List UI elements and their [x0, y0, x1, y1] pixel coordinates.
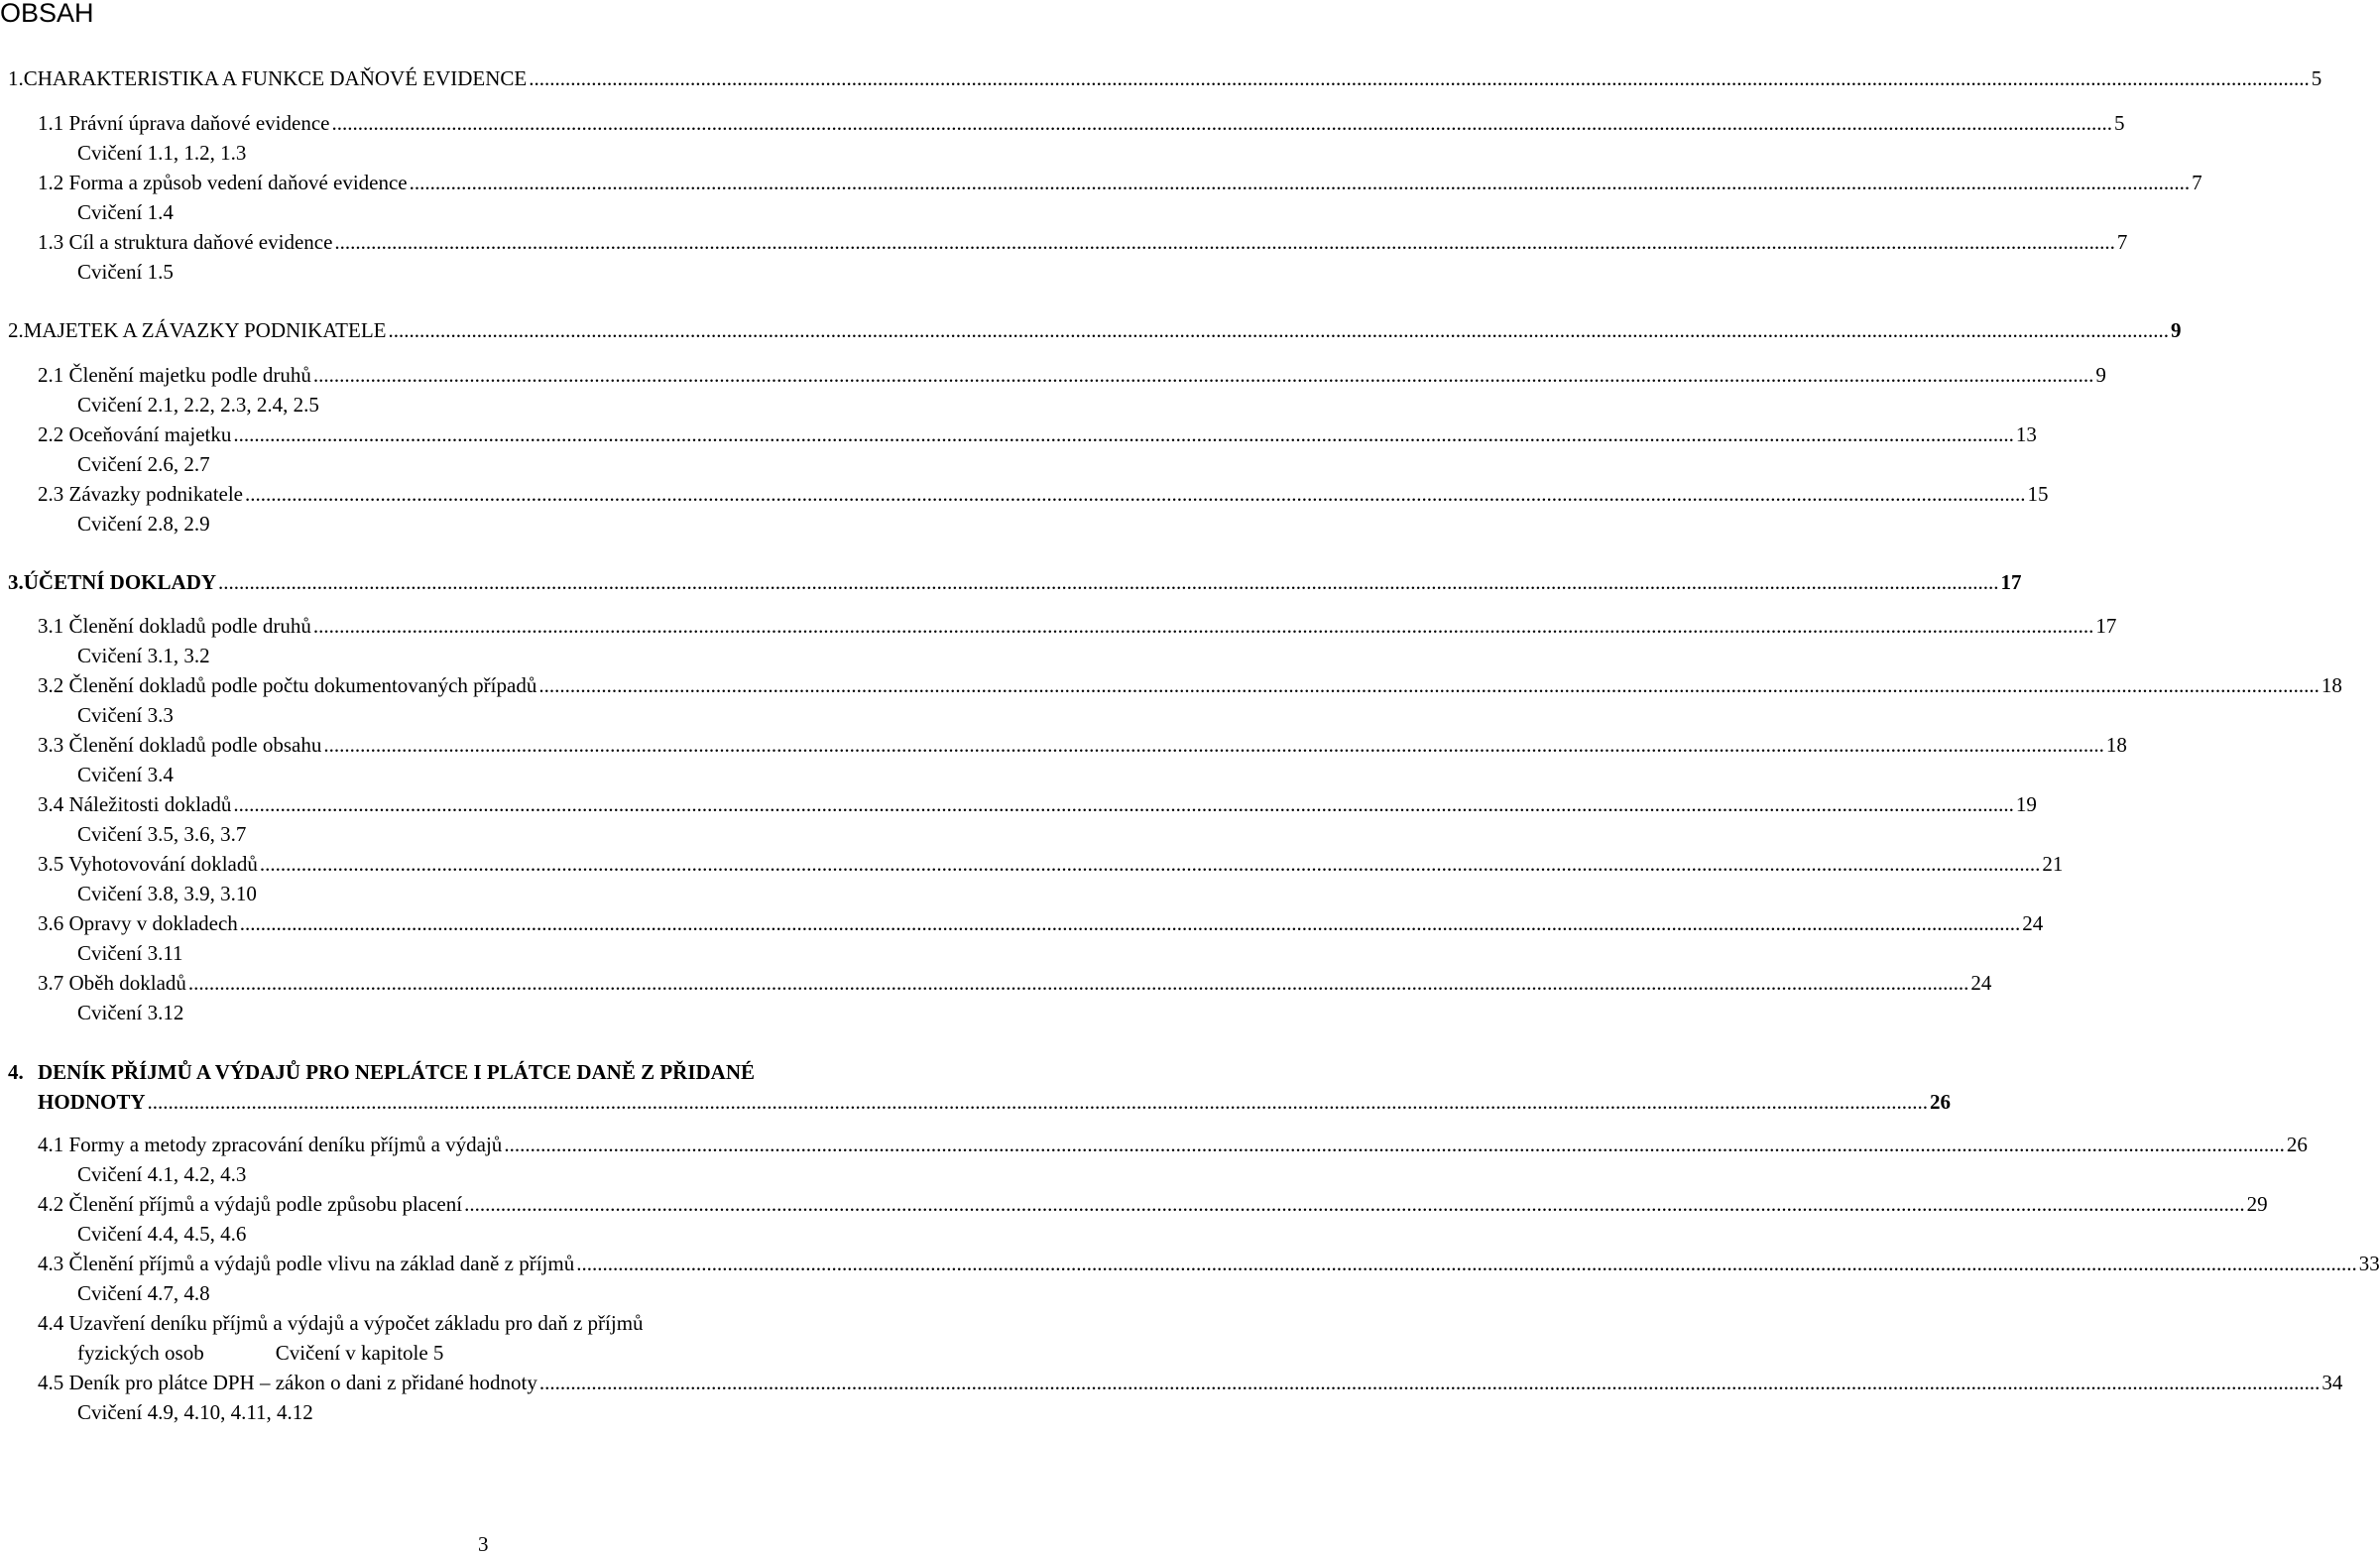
section-title: 1.2 Forma a způsob vedení daňové evidence	[38, 171, 408, 194]
toc-section-1-3[interactable]	[38, 227, 2128, 257]
dot-leader	[245, 479, 2026, 509]
section-title: 1.1 Právní úprava daňové evidence	[38, 111, 330, 135]
page-ref: 9	[2171, 318, 2182, 342]
section-title: 4.5 Deník pro plátce DPH – zákon o dani z přidané hodnoty	[38, 1371, 537, 1394]
dot-leader	[389, 315, 2170, 345]
dot-leader	[539, 1368, 2320, 1397]
toc-section-3-3[interactable]	[38, 730, 2127, 760]
toc-chapter-3[interactable]	[8, 567, 2022, 597]
chapter-number: 4.	[8, 1060, 24, 1084]
toc-exercise: Cvičení 3.11	[77, 941, 183, 965]
dot-leader	[313, 360, 2094, 390]
toc-section-4-5[interactable]	[38, 1368, 2343, 1397]
page-ref: 18	[2320, 673, 2342, 697]
page-ref: 7	[2192, 171, 2202, 194]
toc-section-4-1[interactable]	[38, 1130, 2308, 1159]
toc-section-4-4[interactable]	[38, 1308, 951, 1368]
chapter-title-line-2: HODNOTY	[38, 1090, 146, 1114]
toc-section-3-6[interactable]	[38, 908, 2044, 938]
toc-exercise: Cvičení 2.8, 2.9	[77, 512, 210, 536]
section-title-line-1: 4.4 Uzavření deníku příjmů a výdajů a výpočet základu pro daň z příjmů	[38, 1311, 644, 1335]
dot-leader	[323, 730, 2104, 760]
chapter-title: CHARAKTERISTIKA A FUNKCE DAŇOVÉ EVIDENCE	[23, 66, 528, 90]
dot-leader	[233, 419, 2014, 449]
toc-section-1-1[interactable]	[38, 108, 2125, 138]
section-title: 2.1 Členění majetku podle druhů	[38, 363, 311, 387]
section-title: 3.7 Oběh dokladů	[38, 971, 186, 995]
section-title: 4.1 Formy a metody zpracování deníku příjmů a výdajů	[38, 1133, 503, 1156]
toc-section-3-7[interactable]	[38, 968, 1992, 998]
dot-leader	[410, 168, 2191, 197]
page-ref: 9	[2095, 363, 2106, 387]
page-ref: 17	[2000, 570, 2022, 594]
chapter-title-line-1: DENÍK PŘÍJMŮ A VÝDAJŮ PRO NEPLÁTCE I PLÁTCE DANĚ Z PŘIDANÉ	[38, 1060, 756, 1084]
page-ref: 33	[2358, 1252, 2380, 1275]
dot-leader	[313, 611, 2094, 641]
chapter-title: MAJETEK A ZÁVAZKY PODNIKATELE	[23, 318, 387, 342]
page-number: 3	[478, 1532, 489, 1556]
section-title-line-2: fyzických osob	[77, 1341, 204, 1365]
dot-leader	[538, 670, 2320, 700]
toc-section-2-3[interactable]	[38, 479, 2049, 509]
toc-chapter-1[interactable]	[8, 63, 2322, 93]
toc-exercise: Cvičení 1.5	[77, 260, 174, 284]
toc-exercise: Cvičení 4.4, 4.5, 4.6	[77, 1222, 247, 1246]
toc-exercise: Cvičení 2.6, 2.7	[77, 452, 210, 476]
dot-leader	[148, 1087, 1929, 1117]
toc-section-4-2[interactable]	[38, 1189, 2268, 1219]
dot-leader	[529, 63, 2310, 93]
section-title: 4.2 Členění příjmů a výdajů podle způsobu placení	[38, 1192, 463, 1216]
chapter-number: 2.	[8, 318, 24, 342]
page-title: OBSAH	[0, 0, 94, 28]
dot-leader	[240, 908, 2021, 938]
page-ref: 17	[2095, 614, 2117, 638]
toc-exercise: Cvičení 4.1, 4.2, 4.3	[77, 1162, 247, 1186]
toc-exercise: Cvičení 4.7, 4.8	[77, 1281, 210, 1305]
chapter-number: 3.	[8, 570, 24, 594]
page-ref: 26	[1930, 1090, 1952, 1114]
toc-exercise: Cvičení 3.5, 3.6, 3.7	[77, 822, 247, 846]
page-ref: 5	[2311, 66, 2322, 90]
dot-leader	[218, 567, 1999, 597]
page-ref: 21	[2042, 852, 2064, 876]
page-ref: 34	[2321, 1371, 2343, 1394]
dot-leader	[233, 789, 2014, 819]
section-title: 3.5 Vyhotovování dokladů	[38, 852, 258, 876]
page-ref: 13	[2015, 422, 2037, 446]
toc-section-3-1[interactable]	[38, 611, 2117, 641]
toc-section-4-3[interactable]	[38, 1249, 2380, 1278]
section-title: 3.2 Členění dokladů podle počtu dokumentovaných případů	[38, 673, 537, 697]
toc-section-1-2[interactable]	[38, 168, 2202, 197]
section-title: 2.3 Závazky podnikatele	[38, 482, 244, 506]
section-title: 3.6 Opravy v dokladech	[38, 911, 238, 935]
toc-exercise: Cvičení 3.4	[77, 763, 174, 786]
toc-chapter-2[interactable]	[8, 315, 2182, 345]
dot-leader	[334, 227, 2115, 257]
toc-exercise: Cvičení 4.9, 4.10, 4.11, 4.12	[77, 1400, 313, 1424]
page-ref: 29	[2246, 1192, 2268, 1216]
dot-leader	[576, 1249, 2357, 1278]
page-ref: 18	[2105, 733, 2127, 757]
section-title: 2.2 Oceňování majetku	[38, 422, 232, 446]
dot-leader	[504, 1130, 2285, 1159]
toc-exercise: Cvičení 1.1, 1.2, 1.3	[77, 141, 247, 165]
toc-section-3-4[interactable]	[38, 789, 2037, 819]
dot-leader	[331, 108, 2112, 138]
page-ref: 24	[2022, 911, 2044, 935]
toc-exercise: Cvičení 3.1, 3.2	[77, 644, 210, 667]
toc-exercise: Cvičení 3.12	[77, 1001, 184, 1024]
chapter-number: 1.	[8, 66, 24, 90]
page-ref: 19	[2015, 792, 2037, 816]
page-ref: 5	[2113, 111, 2125, 135]
page-ref: 15	[2027, 482, 2049, 506]
chapter-title: ÚČETNÍ DOKLADY	[23, 570, 217, 594]
toc-section-2-1[interactable]	[38, 360, 2106, 390]
page-ref: 24	[1970, 971, 1992, 995]
toc-chapter-4[interactable]	[8, 1057, 1952, 1117]
toc-section-2-2[interactable]	[38, 419, 2037, 449]
section-title: 3.4 Náležitosti dokladů	[38, 792, 232, 816]
toc-exercise: Cvičení 2.1, 2.2, 2.3, 2.4, 2.5	[77, 393, 319, 417]
section-title: 3.1 Členění dokladů podle druhů	[38, 614, 311, 638]
page-ref: 26	[2286, 1133, 2308, 1156]
toc-section-3-2[interactable]	[38, 670, 2342, 700]
section-title: 1.3 Cíl a struktura daňové evidence	[38, 230, 333, 254]
toc-exercise: Cvičení 3.8, 3.9, 3.10	[77, 882, 257, 905]
section-title: 3.3 Členění dokladů podle obsahu	[38, 733, 322, 757]
section-exercise-note: Cvičení v kapitole 5	[275, 1341, 444, 1365]
toc-exercise: Cvičení 3.3	[77, 703, 174, 727]
dot-leader	[188, 968, 1969, 998]
dot-leader	[464, 1189, 2245, 1219]
toc-section-3-5[interactable]	[38, 849, 2064, 879]
dot-leader	[260, 849, 2041, 879]
section-title: 4.3 Členění příjmů a výdajů podle vlivu na základ daně z příjmů	[38, 1252, 575, 1275]
page-ref: 7	[2116, 230, 2128, 254]
toc-exercise: Cvičení 1.4	[77, 200, 174, 224]
